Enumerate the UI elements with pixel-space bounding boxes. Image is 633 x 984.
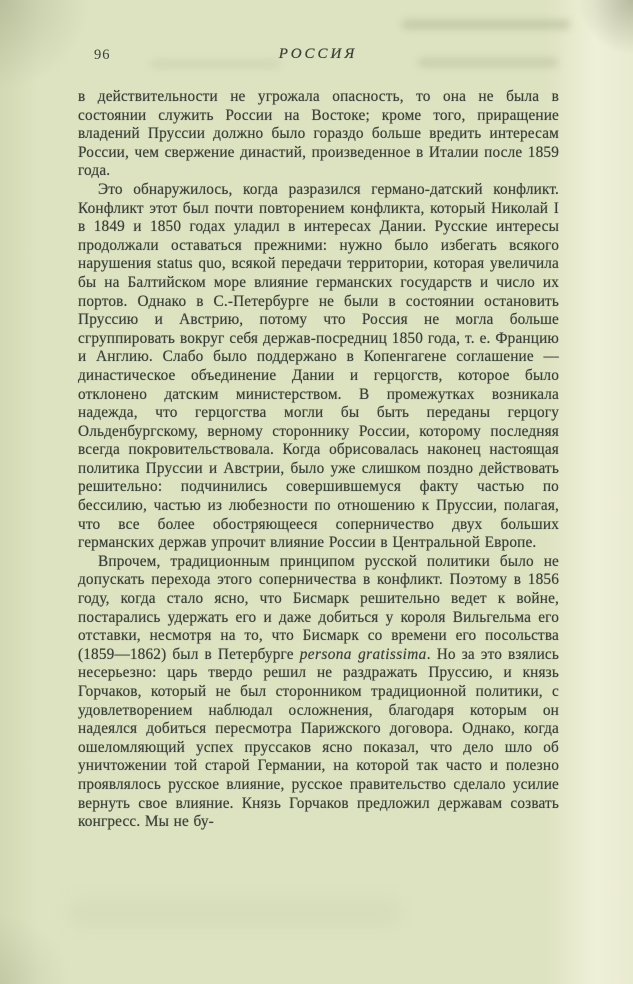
paragraph bbox=[78, 553, 559, 832]
show-through-smudge bbox=[402, 20, 570, 29]
italic-text-segment: persona gratissima bbox=[299, 645, 427, 663]
paragraph bbox=[78, 181, 559, 553]
page-number: 96 bbox=[94, 47, 111, 63]
text-segment: . Но за это взялись несерьезно: царь твердо решил не раздражать Пруссию, и князь Горчаков, который не был сторонником традиционной политики, с удовлетворением наблюдал осложнения, благодаря которым он надеялся добиться пересмотра Парижского договора. Однако, когда ошеломляющий успех пруссаков ясно показал, что дело шло об уничтожении той старой Германии, на которой так часто и полезно проявлялось русское влияние, русское правительство сделало усилие вернуть свое влияние. Князь Горчаков предложил державам созвать конгресс. Мы не бу- bbox=[78, 645, 559, 831]
text-segment: в действительности не угрожала опасность, то она не была в состоянии служить России на Востоке; кроме того, приращение владений Пруссии должно было гораздо больше вредить интересам России, чем свержение династий, произведенное в Италии после 1859 года. bbox=[78, 88, 559, 180]
paragraph bbox=[78, 88, 559, 181]
text-segment: Это обнаружилось, когда разразился германо-датский конфликт. Конфликт этот был почти повторением конфликта, который Николай I в 1849 и 1850 годах уладил в интересах Дании. Русские интересы продолжали оставаться прежними: нужно было избегать всякого нарушения status quo, всякой передачи территории, которая увеличила бы на Балтийском море влияние германских государств и число их портов. Однако в С.-Петербурге не были в состоянии остановить Пруссию и Австрию, потому что Россия не могла больше сгруппировать вокруг себя держав-посредниц 1850 года, т. е. Францию и Англию. Слабо было поддержано в Копенгагене соглашение — династическое объединение Дании и герцогств, которое было отклонено датским министерством. В промежутках возникала надежда, что герцогства могли бы быть переданы герцогу Ольденбургскому, верному стороннику России, которому последняя всегда покровительствовала. Когда обрисовалась наконец настоящая политика Пруссии и Австрии, было уже слишком поздно действовать решительно: подчинились совершившемуся факту частью по бессилию, частью из любезности по отношению к Пруссии, полагая, что все более обостряющееся соперничество двух больших германских держав упрочит влияние России в Центральной Европе. bbox=[78, 180, 559, 552]
text-block bbox=[78, 88, 559, 832]
running-title: РОССИЯ bbox=[278, 46, 358, 62]
show-through-smudge bbox=[70, 900, 400, 926]
page-header bbox=[78, 46, 558, 70]
text-segment: Впрочем, традиционным принципом русской политики было не допускать перехода этого соперничества в конфликт. Поэтому в 1856 году, когда стало ясно, что Бисмарк решительно ведет к войне, постарались удержать его и даже добиться у короля Вильгельма его отставки, несмотря на то, что Бисмарк со времени его посольства (1859—1862) был в Петербурге bbox=[78, 552, 559, 663]
